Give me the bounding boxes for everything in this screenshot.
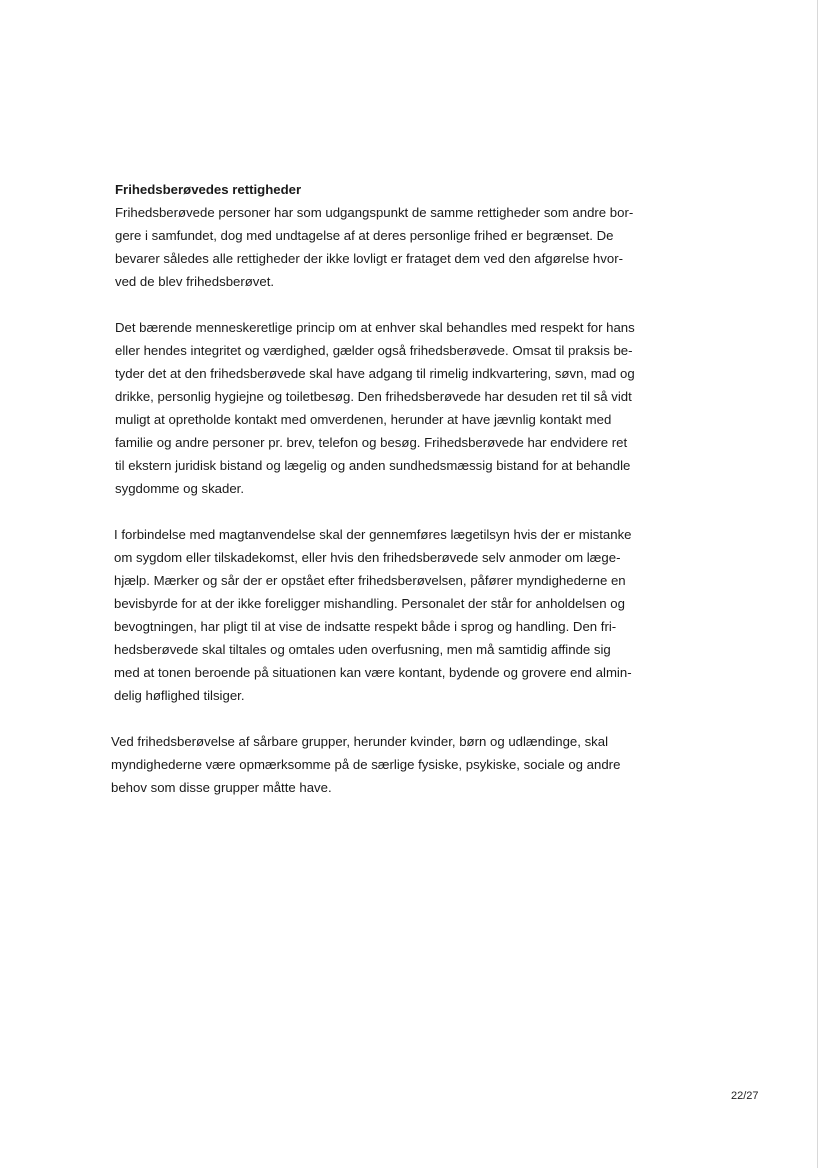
text-line: behov som disse grupper måtte have.	[111, 780, 332, 795]
text-line: eller hendes integritet og værdighed, gælder også frihedsberøvede. Omsat til praksis be-	[115, 343, 633, 358]
text-line: med at tonen beroende på situationen kan være kontant, bydende og grovere end almin-	[114, 665, 632, 680]
section-heading: Frihedsberøvedes rettigheder	[115, 182, 302, 197]
text-line: Frihedsberøvede personer har som udgangspunkt de samme rettigheder som andre bor-	[115, 205, 634, 220]
text-line: delig høflighed tilsiger.	[114, 688, 245, 703]
text-line: muligt at opretholde kontakt med omverdenen, herunder at have jævnlig kontakt med	[115, 412, 612, 427]
paragraph-1	[115, 201, 641, 293]
text-line: om sygdom eller tilskadekomst, eller hvis den frihedsberøvede selv anmoder om læge-	[114, 550, 621, 565]
text-line: ved de blev frihedsberøvet.	[115, 274, 275, 289]
text-line: Det bærende menneskeretlige princip om at enhver skal behandles med respekt for hans	[115, 320, 635, 335]
text-line: hjælp. Mærker og sår der er opstået efter frihedsberøvelsen, påfører myndighederne en	[114, 573, 626, 588]
text-line: Ved frihedsberøvelse af sårbare grupper, herunder kvinder, børn og udlændinge, skal	[111, 734, 609, 749]
document-body	[111, 178, 641, 799]
paragraph-3	[114, 523, 641, 707]
text-line: familie og andre personer pr. brev, telefon og besøg. Frihedsberøvede har endvidere ret	[115, 435, 628, 450]
paragraph-4	[111, 730, 641, 799]
text-line: hedsberøvede skal tiltales og omtales uden overfusning, men må samtidig affinde sig	[114, 642, 611, 657]
text-line: bevisbyrde for at der ikke foreligger mishandling. Personalet der står for anholdelsen og	[114, 596, 625, 611]
text-line: tyder det at den frihedsberøvede skal have adgang til rimelig indkvartering, søvn, mad og	[115, 366, 635, 381]
text-line: myndighederne være opmærksomme på de særlige fysiske, psykiske, sociale og andre	[111, 757, 621, 772]
scan-edge-line	[817, 0, 818, 1168]
text-line: bevogtningen, har pligt til at vise de indsatte respekt både i sprog og handling. Den fri-	[114, 619, 617, 634]
text-line: drikke, personlig hygiejne og toiletbesøg. Den frihedsberøvede har desuden ret til så vidt	[115, 389, 632, 404]
text-line: gere i samfundet, dog med undtagelse af at deres personlige frihed er begrænset. De	[115, 228, 614, 243]
text-line: bevarer således alle rettigheder der ikke lovligt er frataget dem ved den afgørelse hvor-	[115, 251, 623, 266]
paragraph-2	[115, 316, 641, 500]
page-number: 22/27	[731, 1090, 759, 1102]
text-line: I forbindelse med magtanvendelse skal der gennemføres lægetilsyn hvis der er mistanke	[114, 527, 632, 542]
text-line: til ekstern juridisk bistand og lægelig og anden sundhedsmæssig bistand for at behandle	[115, 458, 631, 473]
text-line: sygdomme og skader.	[115, 481, 245, 496]
